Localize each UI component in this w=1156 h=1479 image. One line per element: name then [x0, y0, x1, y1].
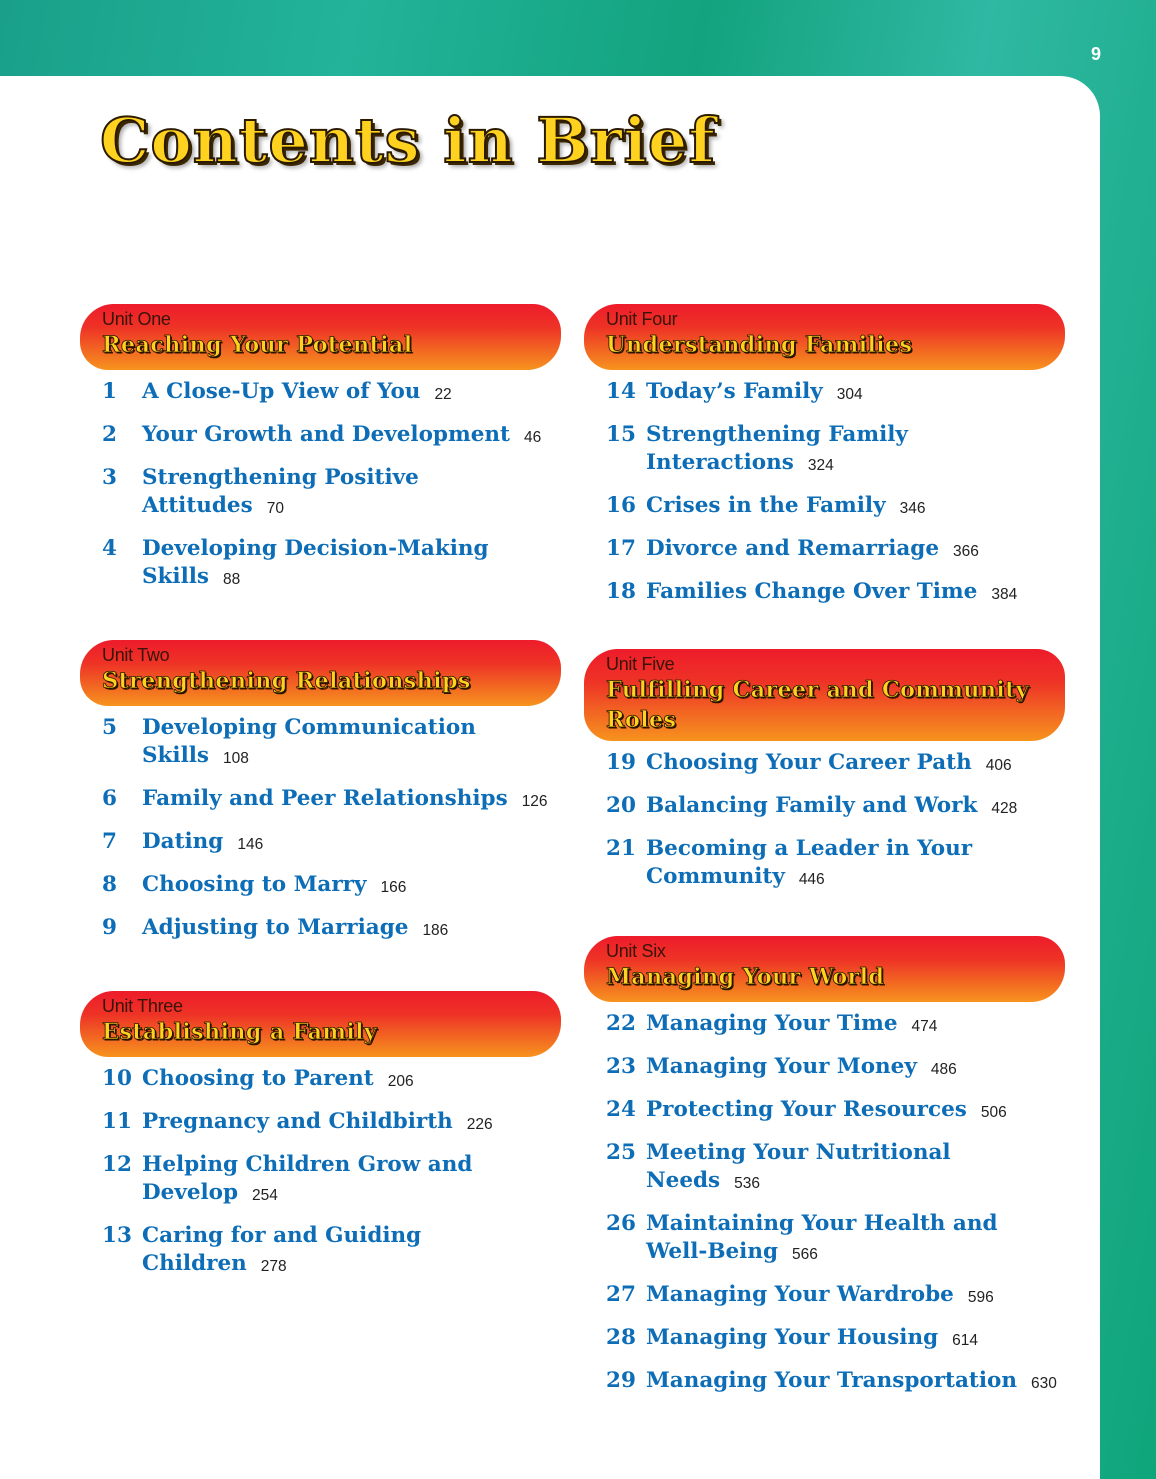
chapter-entry[interactable] [102, 421, 561, 452]
chapter-page: 630 [1030, 1375, 1057, 1392]
unit-label: Unit Four [606, 309, 678, 329]
chapter-title: Maintaining Your Health and Well-Being [646, 1211, 998, 1264]
page-title: Contents in Brief [100, 104, 717, 177]
chapter-page: 566 [792, 1246, 818, 1263]
chapter-page: 146 [237, 836, 264, 853]
chapter-number: 25 [606, 1140, 636, 1165]
chapter-number: 15 [606, 422, 636, 447]
chapter-number: 6 [102, 786, 117, 811]
chapter-page: 614 [952, 1332, 979, 1349]
chapter-page: 506 [980, 1104, 1007, 1121]
chapter-number: 14 [606, 379, 636, 404]
chapter-page: 226 [466, 1116, 493, 1133]
unit-label: Unit One [102, 309, 171, 329]
chapter-entry[interactable] [606, 1139, 1065, 1198]
chapter-number: 19 [606, 750, 636, 775]
chapter-page: 304 [836, 386, 863, 403]
chapter-title: Choosing to Parent [142, 1066, 374, 1091]
chapter-entry[interactable] [102, 785, 561, 816]
chapter-title: Strengthening Positive Attitudes [142, 465, 419, 518]
chapter-list [80, 1065, 561, 1281]
unit-banner [80, 304, 561, 370]
right-column [584, 304, 1065, 1398]
chapter-title: Managing Your Transportation [646, 1368, 1017, 1393]
chapter-title: Protecting Your Resources [646, 1097, 967, 1122]
unit-title: Establishing a Family [102, 1019, 378, 1045]
chapter-page: 186 [422, 922, 449, 939]
chapter-title: Managing Your Money [646, 1054, 917, 1079]
chapter-title: Developing Decision-Making Skills [142, 536, 489, 589]
chapter-number: 11 [102, 1109, 132, 1134]
unit-five [584, 649, 1065, 894]
chapter-page: 166 [380, 879, 407, 896]
chapter-page: 46 [523, 429, 542, 446]
chapter-page: 324 [807, 457, 834, 474]
chapter-page: 536 [734, 1175, 761, 1192]
chapter-number: 23 [606, 1054, 636, 1079]
chapter-entry[interactable] [102, 378, 561, 409]
chapter-number: 21 [606, 836, 636, 861]
chapter-entry[interactable] [606, 1281, 1065, 1312]
chapter-title: Developing Communication Skills [142, 715, 476, 768]
chapter-number: 28 [606, 1325, 636, 1350]
chapter-number: 12 [102, 1152, 132, 1177]
unit-two [80, 640, 561, 945]
chapter-page: 596 [967, 1289, 994, 1306]
chapter-title: Choosing Your Career Path [646, 750, 972, 775]
left-column [80, 304, 561, 1281]
chapter-title: Becoming a Leader in Your Community [646, 836, 973, 889]
chapter-title: Caring for and Guiding Children [142, 1223, 422, 1276]
page-number: 9 [1090, 44, 1101, 64]
chapter-page: 278 [260, 1258, 287, 1275]
chapter-entry[interactable] [606, 749, 1065, 780]
chapter-page: 88 [223, 571, 241, 588]
chapter-entry[interactable] [102, 1222, 561, 1281]
chapter-number: 27 [606, 1282, 636, 1307]
chapter-entry[interactable] [102, 1065, 561, 1096]
chapter-number: 20 [606, 793, 636, 818]
unit-title: Understanding Families [606, 332, 913, 358]
chapter-number: 26 [606, 1211, 636, 1236]
chapter-entry[interactable] [606, 1210, 1065, 1269]
chapter-title: Helping Children Grow and Develop [142, 1152, 473, 1205]
chapter-entry[interactable] [102, 464, 561, 523]
chapter-entry[interactable] [606, 492, 1065, 523]
chapter-list [80, 714, 561, 945]
chapter-title: Strengthening Family Interactions [646, 422, 908, 475]
chapter-number: 2 [102, 422, 117, 447]
chapter-number: 1 [102, 379, 117, 404]
chapter-title: Divorce and Remarriage [646, 536, 940, 561]
chapter-entry[interactable] [606, 1053, 1065, 1084]
chapter-number: 22 [606, 1011, 636, 1036]
chapter-title: Managing Your Housing [646, 1325, 939, 1350]
chapter-title: Today’s Family [646, 379, 823, 404]
chapter-title: A Close-Up View of You [142, 379, 421, 404]
chapter-entry[interactable] [606, 1010, 1065, 1041]
chapter-list [80, 378, 561, 594]
unit-banner [80, 640, 561, 706]
chapter-title: Crises in the Family [646, 493, 886, 518]
unit-title: Strengthening Relationships [102, 668, 471, 694]
unit-banner [584, 304, 1065, 370]
chapter-list [584, 1010, 1065, 1398]
chapter-number: 5 [102, 715, 117, 740]
chapter-entry[interactable] [102, 1108, 561, 1139]
unit-label: Unit Five [606, 654, 675, 674]
chapter-entry[interactable] [606, 535, 1065, 566]
unit-label: Unit Three [102, 996, 183, 1016]
chapter-entry[interactable] [606, 1096, 1065, 1127]
chapter-entry[interactable] [606, 378, 1065, 409]
chapter-title: Meeting Your Nutritional Needs [646, 1140, 951, 1193]
chapter-entry[interactable] [102, 535, 561, 594]
unit-title: Managing Your World [606, 964, 885, 990]
chapter-entry[interactable] [102, 1151, 561, 1210]
chapter-page: 428 [991, 800, 1018, 817]
chapter-number: 4 [102, 536, 117, 561]
chapter-title: Family and Peer Relationships [142, 786, 508, 811]
chapter-number: 17 [606, 536, 636, 561]
chapter-entry[interactable] [102, 914, 561, 945]
chapter-entry[interactable] [102, 828, 561, 859]
chapter-title: Dating [142, 829, 224, 854]
chapter-number: 13 [102, 1223, 132, 1248]
chapter-page: 446 [798, 871, 825, 888]
chapter-page: 254 [252, 1187, 278, 1204]
chapter-title: Your Growth and Development [142, 422, 510, 447]
chapter-list [584, 749, 1065, 894]
chapter-number: 3 [102, 465, 117, 490]
unit-one [80, 304, 561, 594]
chapter-number: 9 [102, 915, 117, 940]
chapter-page: 22 [434, 386, 452, 403]
chapter-title: Adjusting to Marriage [142, 915, 409, 940]
chapter-page: 70 [266, 500, 284, 517]
unit-banner [584, 936, 1065, 1002]
unit-title: Reaching Your Potential [102, 332, 413, 358]
chapter-entry[interactable] [606, 792, 1065, 823]
chapter-entry[interactable] [606, 1324, 1065, 1355]
chapter-page: 486 [930, 1061, 957, 1078]
chapter-page: 346 [899, 500, 926, 517]
chapter-number: 16 [606, 493, 636, 518]
unit-label: Unit Six [606, 941, 666, 961]
chapter-number: 8 [102, 872, 117, 897]
chapter-page: 126 [521, 793, 548, 810]
chapter-entry[interactable] [606, 421, 1065, 480]
unit-four [584, 304, 1065, 609]
chapter-page: 384 [991, 586, 1018, 603]
chapter-number: 24 [606, 1097, 636, 1122]
chapter-page: 474 [911, 1018, 938, 1035]
chapter-entry[interactable] [606, 835, 1065, 894]
chapter-title: Balancing Family and Work [646, 793, 978, 818]
chapter-title: Managing Your Wardrobe [646, 1282, 954, 1307]
chapter-number: 29 [606, 1368, 636, 1393]
chapter-number: 10 [102, 1066, 132, 1091]
chapter-page: 366 [953, 543, 979, 560]
unit-title: Fulfilling Career and Community Roles [606, 677, 1029, 733]
chapter-page: 108 [223, 750, 249, 767]
chapter-title: Choosing to Marry [142, 872, 367, 897]
unit-three [80, 991, 561, 1281]
chapter-entry[interactable] [102, 714, 561, 773]
unit-banner [584, 649, 1065, 741]
unit-label: Unit Two [102, 645, 170, 665]
chapter-list [584, 378, 1065, 609]
unit-banner [80, 991, 561, 1057]
chapter-page: 406 [985, 757, 1012, 774]
chapter-entry[interactable] [102, 871, 561, 902]
chapter-title: Pregnancy and Childbirth [142, 1109, 453, 1134]
unit-six [584, 936, 1065, 1398]
chapter-number: 18 [606, 579, 636, 604]
chapter-page: 206 [387, 1073, 414, 1090]
chapter-entry[interactable] [606, 1367, 1065, 1398]
chapter-entry[interactable] [606, 578, 1065, 609]
chapter-title: Managing Your Time [646, 1011, 898, 1036]
chapter-number: 7 [102, 829, 117, 854]
chapter-title: Families Change Over Time [646, 579, 978, 604]
